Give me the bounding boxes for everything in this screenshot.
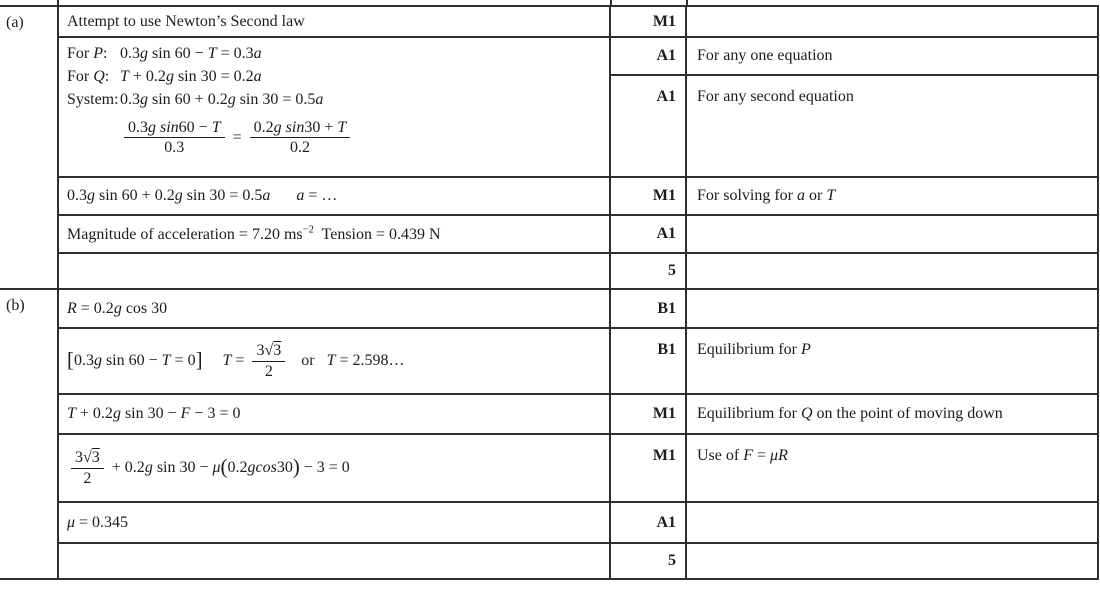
eq-friction-rest: + 0.2g sin 30 − μ(0.2gcos30) − 3 = 0	[111, 455, 350, 479]
mark-a-r3: A1	[610, 75, 686, 177]
mark-b-r1: B1	[610, 289, 686, 328]
comment-a-r3: For any second equation	[686, 75, 1098, 177]
eq-system: 0.3g sin 60 + 0.2g sin 30 = 0.5a	[120, 91, 324, 109]
total-b: 5	[610, 543, 686, 579]
mark-a-r4: M1	[610, 177, 686, 215]
mark-a-r2: A1	[610, 37, 686, 75]
working-a-attempt-text: Attempt to use Newton’s Second law	[67, 12, 305, 30]
comment-b-r1-empty	[686, 289, 1098, 328]
comment-b-r2: Equilibrium for P	[686, 328, 1098, 394]
table-edge-tick	[686, 0, 688, 7]
part-label-b	[0, 289, 58, 579]
comment-b-r4: Use of F = μR	[686, 434, 1098, 502]
part-label-a	[0, 6, 58, 289]
working-a-empty	[58, 253, 610, 289]
eq-for-q: T + 0.2g sin 30 = 0.2a	[120, 68, 262, 86]
comment-a-r4: For solving for a or T	[686, 177, 1098, 215]
comment-b-total-empty	[686, 543, 1098, 579]
part-a-text: (a)	[6, 14, 24, 31]
working-a-answer: Magnitude of acceleration = 7.20 $ms^{-2}$ Tension = 0.439 N	[58, 215, 610, 253]
label-for-p: For P:	[67, 45, 108, 62]
part-b-text: (b)	[6, 297, 25, 314]
fraction-3root3-over-2: $\frac{3√3}{2}$	[252, 342, 285, 381]
working-a-equations	[58, 37, 610, 177]
working-a-attempt	[58, 6, 610, 37]
comment-a-total-empty	[686, 253, 1098, 289]
fraction-right: $\frac{\text{0.2g sin30 + T}}{0.2}$	[250, 119, 351, 158]
eq-t-decimal: or T = 2.598…	[301, 351, 405, 369]
comment-a-r2: For any one equation	[686, 37, 1098, 75]
label-for-q: For Q:	[67, 68, 110, 86]
table-edge-tick	[57, 0, 59, 7]
working-b-tension	[58, 328, 610, 394]
fraction-left: $\frac{\text{0.3g sin60 − T}}{0.3}$	[124, 119, 225, 158]
mark-b-r5: A1	[610, 502, 686, 543]
equation-for-q	[67, 65, 601, 88]
mark-scheme-table	[0, 5, 1099, 580]
working-b-mu: μ = 0.345	[58, 502, 610, 543]
comment-a-r1-empty	[686, 6, 1098, 37]
eq-t-equals: T =	[222, 351, 249, 369]
working-b-empty	[58, 543, 610, 579]
working-b-normal: R = 0.2g cos 30	[58, 289, 610, 328]
label-system: System:	[67, 91, 119, 109]
mark-b-r2: B1	[610, 328, 686, 394]
mark-b-r3: M1	[610, 394, 686, 434]
eq-bracket: [0.3g sin 60 − T = 0]	[67, 348, 203, 372]
table-edge-tick	[610, 0, 612, 7]
mark-b-r4: M1	[610, 434, 686, 502]
eq-solve-result: a = …	[296, 187, 338, 204]
fraction-3root3-over-2: $\frac{3√3}{2}$	[71, 449, 104, 488]
equation-system	[67, 88, 601, 111]
equation-fraction	[120, 119, 601, 158]
eq-for-p: 0.3g sin 60 − T = 0.3a	[120, 45, 262, 62]
working-b-equilibrium-q: T + 0.2g sin 30 − F − 3 = 0	[58, 394, 610, 434]
comment-a-r5-empty	[686, 215, 1098, 253]
comment-b-r5-empty	[686, 502, 1098, 543]
mark-a-r1: M1	[610, 6, 686, 37]
working-a-solve	[58, 177, 610, 215]
mark-a-r5: A1	[610, 215, 686, 253]
total-a: 5	[610, 253, 686, 289]
working-b-friction	[58, 434, 610, 502]
equation-for-p	[67, 42, 601, 65]
equals-sign: =	[232, 128, 242, 146]
eq-solve: 0.3g sin 60 + 0.2g sin 30 = 0.5a	[67, 187, 271, 204]
comment-b-r3: Equilibrium for Q on the point of moving down	[686, 394, 1098, 434]
